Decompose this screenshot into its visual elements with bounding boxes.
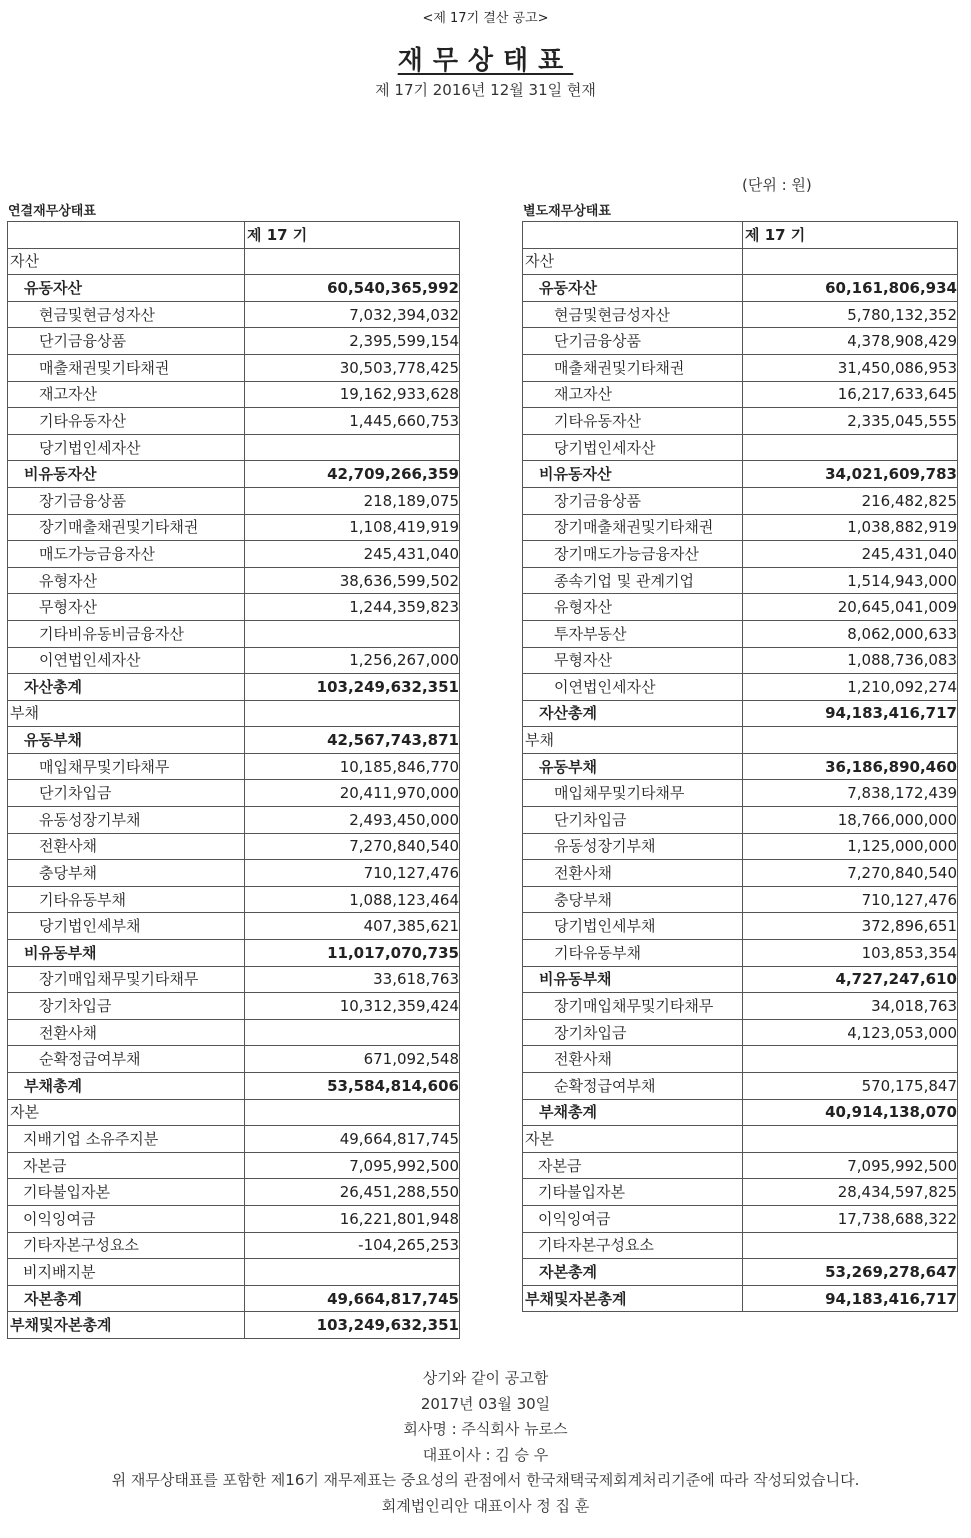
row-label: 단기차입금 (523, 807, 743, 834)
table-row (8, 1312, 460, 1339)
row-label: 기타유동자산 (523, 408, 743, 435)
period-header: 제 17 기 (743, 222, 958, 249)
row-value: 20,411,970,000 (245, 780, 460, 807)
table-row (8, 940, 460, 967)
page-title-text: 재무상태표 (397, 46, 574, 76)
row-label: 부채총계 (8, 1073, 245, 1100)
row-value: 34,021,609,783 (743, 461, 958, 488)
footer-company: 회사명 : 주식회사 뉴로스 (403, 1420, 568, 1438)
row-value (743, 1046, 958, 1073)
table-row (523, 408, 958, 435)
table-row (523, 780, 958, 807)
header-blank-cell (8, 222, 245, 249)
row-value (245, 620, 460, 647)
row-label: 단기금융상품 (8, 328, 245, 355)
row-value: 216,482,825 (743, 487, 958, 514)
row-value (245, 248, 460, 275)
row-value: 1,108,419,919 (245, 514, 460, 541)
page-title (0, 40, 971, 77)
row-value: 4,378,908,429 (743, 328, 958, 355)
row-value: 407,385,621 (245, 913, 460, 940)
row-value: 7,095,992,500 (743, 1152, 958, 1179)
row-label: 이익잉여금 (8, 1205, 245, 1232)
row-label: 무형자산 (8, 594, 245, 621)
row-label: 자산 (8, 248, 245, 275)
row-value: 10,312,359,424 (245, 993, 460, 1020)
row-value: 36,186,890,460 (743, 753, 958, 780)
table-row (8, 594, 460, 621)
row-label: 장기매입채무및기타채무 (8, 966, 245, 993)
table-row (8, 354, 460, 381)
row-value (743, 727, 958, 754)
table-row (8, 541, 460, 568)
row-value: 2,335,045,555 (743, 408, 958, 435)
table-row (8, 620, 460, 647)
row-label: 유동성장기부채 (523, 833, 743, 860)
row-label: 자본 (8, 1099, 245, 1126)
separate-table-body (523, 222, 958, 1312)
row-label: 단기금융상품 (523, 328, 743, 355)
table-row (523, 328, 958, 355)
row-label: 자산 (523, 248, 743, 275)
row-value: 671,092,548 (245, 1046, 460, 1073)
row-value: 16,217,633,645 (743, 381, 958, 408)
row-label: 부채및자본총계 (8, 1312, 245, 1339)
table-row (8, 408, 460, 435)
table-row (523, 966, 958, 993)
row-value: 31,450,086,953 (743, 354, 958, 381)
row-label: 기타불입자본 (523, 1179, 743, 1206)
table-row (8, 727, 460, 754)
row-value: 8,062,000,633 (743, 620, 958, 647)
table-row (523, 993, 958, 1020)
row-value (245, 1099, 460, 1126)
row-label: 충당부채 (8, 860, 245, 887)
row-value: 4,123,053,000 (743, 1019, 958, 1046)
footer (0, 1366, 971, 1519)
row-label: 순확정급여부채 (8, 1046, 245, 1073)
row-label: 매출채권및기타채권 (8, 354, 245, 381)
row-label: 비유동자산 (8, 461, 245, 488)
table-row (8, 381, 460, 408)
row-value (743, 434, 958, 461)
row-value: 1,038,882,919 (743, 514, 958, 541)
table-row (523, 1152, 958, 1179)
row-value: 49,664,817,745 (245, 1126, 460, 1153)
row-value: 1,244,359,823 (245, 594, 460, 621)
row-value: 42,709,266,359 (245, 461, 460, 488)
row-label: 현금및현금성자산 (523, 301, 743, 328)
table-row (523, 753, 958, 780)
table-row (523, 860, 958, 887)
row-label: 자산총계 (8, 674, 245, 701)
row-label: 부채총계 (523, 1099, 743, 1126)
row-value (245, 1019, 460, 1046)
table-row (8, 1126, 460, 1153)
row-value: 4,727,247,610 (743, 966, 958, 993)
table-row (523, 487, 958, 514)
row-label: 장기금융상품 (523, 487, 743, 514)
row-label: 충당부채 (523, 886, 743, 913)
row-label: 유동성장기부채 (8, 807, 245, 834)
row-label: 기타불입자본 (8, 1179, 245, 1206)
table-row (523, 514, 958, 541)
row-value: 103,249,632,351 (245, 1312, 460, 1339)
row-value: 218,189,075 (245, 487, 460, 514)
row-label: 지배기업 소유주지분 (8, 1126, 245, 1153)
table-header-row (8, 222, 460, 249)
table-row (523, 647, 958, 674)
table-row (523, 1232, 958, 1259)
table-row (8, 993, 460, 1020)
row-value: 1,514,943,000 (743, 567, 958, 594)
row-value: 53,269,278,647 (743, 1259, 958, 1286)
row-value: 53,584,814,606 (245, 1073, 460, 1100)
table-row (8, 753, 460, 780)
table-row (8, 275, 460, 302)
row-value: 7,270,840,540 (743, 860, 958, 887)
table-row (8, 1152, 460, 1179)
row-label: 기타유동부채 (8, 886, 245, 913)
row-label: 부채및자본총계 (523, 1285, 743, 1312)
row-label: 부채 (523, 727, 743, 754)
table-row (523, 541, 958, 568)
table-row (8, 1179, 460, 1206)
table-row (523, 594, 958, 621)
row-label: 장기차입금 (8, 993, 245, 1020)
table-row (523, 567, 958, 594)
row-label: 당기법인세자산 (523, 434, 743, 461)
table-row (8, 1046, 460, 1073)
page-subtitle: 제 17기 2016년 12월 31일 현재 (375, 81, 596, 99)
row-value: 18,766,000,000 (743, 807, 958, 834)
row-value: 60,161,806,934 (743, 275, 958, 302)
row-value: 40,914,138,070 (743, 1099, 958, 1126)
table-row (523, 248, 958, 275)
row-value: 94,183,416,717 (743, 1285, 958, 1312)
row-label: 이연법인세자산 (8, 647, 245, 674)
row-value: 1,256,267,000 (245, 647, 460, 674)
row-label: 기타자본구성요소 (523, 1232, 743, 1259)
table-row (8, 461, 460, 488)
table-row (523, 1259, 958, 1286)
row-value: 710,127,476 (743, 886, 958, 913)
table-row (8, 1285, 460, 1312)
table-header-row (523, 222, 958, 249)
row-label: 기타비유동비금융자산 (8, 620, 245, 647)
row-value: 1,125,000,000 (743, 833, 958, 860)
table-row (8, 567, 460, 594)
row-value: 60,540,365,992 (245, 275, 460, 302)
header-blank-cell (523, 222, 743, 249)
row-value: 16,221,801,948 (245, 1205, 460, 1232)
table-row (8, 647, 460, 674)
table-row (8, 833, 460, 860)
row-label: 장기금융상품 (8, 487, 245, 514)
table-row (8, 248, 460, 275)
row-value: 30,503,778,425 (245, 354, 460, 381)
table-row (8, 1232, 460, 1259)
row-value (743, 1232, 958, 1259)
row-value: 20,645,041,009 (743, 594, 958, 621)
table-row (523, 807, 958, 834)
row-label: 무형자산 (523, 647, 743, 674)
footer-statement: 상기와 같이 공고함 (422, 1369, 549, 1387)
table-row (8, 966, 460, 993)
table-row (523, 381, 958, 408)
row-label: 재고자산 (523, 381, 743, 408)
table-row (8, 913, 460, 940)
row-label: 장기차입금 (523, 1019, 743, 1046)
row-value: 7,095,992,500 (245, 1152, 460, 1179)
row-value: 1,088,736,083 (743, 647, 958, 674)
row-value: 372,896,651 (743, 913, 958, 940)
row-value: 28,434,597,825 (743, 1179, 958, 1206)
row-value: 34,018,763 (743, 993, 958, 1020)
table-row (523, 940, 958, 967)
row-value (245, 700, 460, 727)
row-value: 19,162,933,628 (245, 381, 460, 408)
unit-label: (단위 : 원) (742, 176, 812, 194)
row-label: 매입채무및기타채무 (523, 780, 743, 807)
row-label: 이익잉여금 (523, 1205, 743, 1232)
row-label: 장기매입채무및기타채무 (523, 993, 743, 1020)
row-value: 245,431,040 (743, 541, 958, 568)
table-row (523, 913, 958, 940)
table-row (523, 275, 958, 302)
table-row (8, 860, 460, 887)
row-label: 장기매도가능금융자산 (523, 541, 743, 568)
row-label: 이연법인세자산 (523, 674, 743, 701)
table-row (8, 886, 460, 913)
row-label: 매도가능금융자산 (8, 541, 245, 568)
table-row (523, 434, 958, 461)
row-label: 부채 (8, 700, 245, 727)
table-row (8, 487, 460, 514)
table-row (523, 700, 958, 727)
table-row (8, 328, 460, 355)
row-label: 당기법인세부채 (8, 913, 245, 940)
row-label: 현금및현금성자산 (8, 301, 245, 328)
row-label: 자본금 (523, 1152, 743, 1179)
row-label: 유동자산 (523, 275, 743, 302)
row-label: 자본 (523, 1126, 743, 1153)
row-value: 49,664,817,745 (245, 1285, 460, 1312)
consolidated-table (7, 221, 460, 1339)
row-value: 11,017,070,735 (245, 940, 460, 967)
row-value: 1,445,660,753 (245, 408, 460, 435)
row-label: 재고자산 (8, 381, 245, 408)
table-row (8, 700, 460, 727)
row-value: 710,127,476 (245, 860, 460, 887)
table-row (8, 434, 460, 461)
row-value: 2,395,599,154 (245, 328, 460, 355)
separate-title: 별도재무상태표 (523, 204, 611, 219)
table-row (8, 514, 460, 541)
row-value: 38,636,599,502 (245, 567, 460, 594)
row-value: 5,780,132,352 (743, 301, 958, 328)
table-row (523, 1019, 958, 1046)
table-row (523, 1046, 958, 1073)
table-row (8, 1205, 460, 1232)
table-row (523, 1099, 958, 1126)
row-value: 2,493,450,000 (245, 807, 460, 834)
row-value: 7,270,840,540 (245, 833, 460, 860)
table-row (523, 674, 958, 701)
row-label: 매출채권및기타채권 (523, 354, 743, 381)
row-label: 비유동자산 (523, 461, 743, 488)
consolidated-title: 연결재무상태표 (8, 204, 96, 219)
row-label: 투자부동산 (523, 620, 743, 647)
row-label: 기타자본구성요소 (8, 1232, 245, 1259)
row-value (245, 1259, 460, 1286)
table-row (523, 620, 958, 647)
table-row (8, 674, 460, 701)
row-value (245, 434, 460, 461)
row-value: 7,838,172,439 (743, 780, 958, 807)
row-label: 전환사채 (8, 833, 245, 860)
row-label: 유동자산 (8, 275, 245, 302)
row-label: 순확정급여부채 (523, 1073, 743, 1100)
row-label: 당기법인세자산 (8, 434, 245, 461)
row-value: 245,431,040 (245, 541, 460, 568)
row-label: 기타유동부채 (523, 940, 743, 967)
row-value: 103,853,354 (743, 940, 958, 967)
row-label: 당기법인세부채 (523, 913, 743, 940)
row-label: 자본총계 (8, 1285, 245, 1312)
row-label: 단기차입금 (8, 780, 245, 807)
row-label: 장기매출채권및기타채권 (8, 514, 245, 541)
consolidated-table-body (8, 222, 460, 1339)
row-value: 26,451,288,550 (245, 1179, 460, 1206)
row-value (743, 248, 958, 275)
table-row (523, 727, 958, 754)
table-row (523, 301, 958, 328)
row-value: -104,265,253 (245, 1232, 460, 1259)
row-label: 자본금 (8, 1152, 245, 1179)
row-value: 1,210,092,274 (743, 674, 958, 701)
row-value: 94,183,416,717 (743, 700, 958, 727)
row-label: 유형자산 (523, 594, 743, 621)
table-row (8, 780, 460, 807)
table-row (8, 1019, 460, 1046)
row-value: 17,738,688,322 (743, 1205, 958, 1232)
footer-auditor: 회계법인리안 대표이사 정 집 훈 (381, 1496, 590, 1515)
footer-audit-note: 위 재무상태표를 포함한 제16기 재무제표는 중요성의 관점에서 한국채택국제회계처리기준에 따라 작성되었습니다. (111, 1471, 860, 1489)
table-row (523, 1073, 958, 1100)
row-label: 전환사채 (8, 1019, 245, 1046)
table-row (523, 461, 958, 488)
row-value: 33,618,763 (245, 966, 460, 993)
footer-date: 2017년 03월 30일 (420, 1394, 551, 1413)
period-header: 제 17 기 (245, 222, 460, 249)
row-value: 1,088,123,464 (245, 886, 460, 913)
table-row (523, 1179, 958, 1206)
table-row (8, 807, 460, 834)
row-label: 전환사채 (523, 860, 743, 887)
row-value (743, 1126, 958, 1153)
row-value: 570,175,847 (743, 1073, 958, 1100)
table-row (523, 1205, 958, 1232)
row-label: 비유동부채 (8, 940, 245, 967)
table-row (8, 301, 460, 328)
row-label: 유동부채 (8, 727, 245, 754)
table-row (523, 833, 958, 860)
table-row (8, 1073, 460, 1100)
row-label: 비유동부채 (523, 966, 743, 993)
table-row (523, 886, 958, 913)
row-label: 종속기업 및 관계기업 (523, 567, 743, 594)
row-label: 전환사채 (523, 1046, 743, 1073)
table-row (8, 1099, 460, 1126)
table-row (523, 1126, 958, 1153)
row-label: 기타유동자산 (8, 408, 245, 435)
row-label: 비지배지분 (8, 1259, 245, 1286)
row-value: 42,567,743,871 (245, 727, 460, 754)
row-label: 매입채무및기타채무 (8, 753, 245, 780)
notice-heading: <제 17기 결산 공고> (422, 11, 549, 26)
table-row (8, 1259, 460, 1286)
row-label: 자본총계 (523, 1259, 743, 1286)
row-value: 7,032,394,032 (245, 301, 460, 328)
table-row (523, 354, 958, 381)
row-label: 유형자산 (8, 567, 245, 594)
footer-ceo: 대표이사 : 김 승 우 (422, 1445, 549, 1464)
row-label: 자산총계 (523, 700, 743, 727)
row-label: 장기매출채권및기타채권 (523, 514, 743, 541)
row-value: 10,185,846,770 (245, 753, 460, 780)
table-row (523, 1285, 958, 1312)
separate-table (522, 221, 958, 1312)
row-label: 유동부채 (523, 753, 743, 780)
row-value: 103,249,632,351 (245, 674, 460, 701)
